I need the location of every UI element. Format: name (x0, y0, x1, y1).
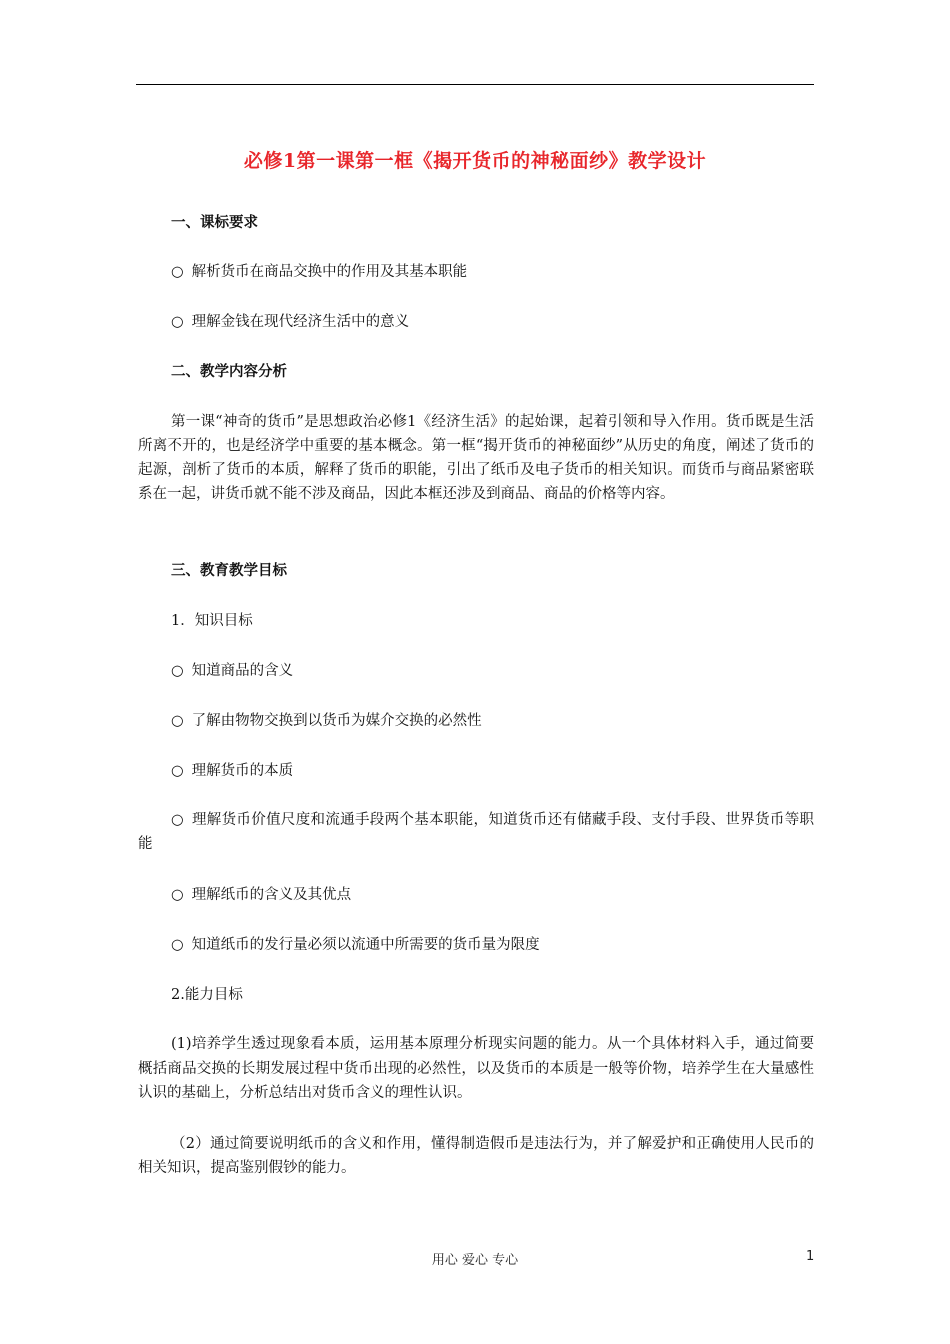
header-rule (136, 84, 814, 85)
list-item-text: 了解由物物交换到以货币为媒介交换的必然性 (191, 713, 482, 729)
footer-motto: 用心 爱心 专心 (431, 1253, 519, 1268)
paragraph-content-analysis: 第一课“神奇的货币”是思想政治必修1《经济生活》的起始课，起着引领和导入作用。货币既是生活所离不开的，也是经济学中重要的基本概念。第一框“揭开货币的神秘面纱”从历史的角度，阐述了货币的起源，剖析了货币的本质，解释了货币的职能，引出了纸币及电子货币的相关知识。而货币与商品紧密联系在一起，讲货币就不能不涉及商品，因此本框还涉及到商品、商品的价格等内容。 (138, 414, 814, 502)
list-item-text: 知道纸币的发行量必须以流通中所需要的货币量为限度 (191, 937, 540, 953)
subheading-ability-goals: 2.能力目标 (171, 987, 243, 1003)
circle-bullet-icon: ○ (171, 763, 184, 779)
list-item-text: 解析货币在商品交换中的作用及其基本职能 (191, 264, 468, 280)
circle-bullet-icon: ○ (171, 713, 184, 729)
subheading-knowledge-goals: 1．知识目标 (171, 613, 253, 629)
paragraph-ability-goal-2: （2）通过简要说明纸币的含义和作用，懂得制造假币是违法行为，并了解爱护和正确使用人民币的相关知识，提高鉴别假钞的能力。 (138, 1136, 814, 1176)
paragraph-ability-goal-1: (1)培养学生透过现象看本质，运用基本原理分析现实问题的能力。从一个具体材料入手，通过简要概括商品交换的长期发展过程中货币出现的必然性，以及货币的本质是一般等价物，培养学生在大量感性认识的基础上，分析总结出对货币含义的理性认识。 (138, 1036, 814, 1101)
list-item-text: 理解纸币的含义及其优点 (191, 887, 352, 903)
list-item (138, 808, 814, 856)
list-item-text: 理解货币价值尺度和流通手段两个基本职能，知道货币还有储藏手段、支付手段、世界货币等职能 (138, 812, 815, 852)
list-item-text: 知道商品的含义 (191, 663, 294, 679)
document-title: 必修1第一课第一框《揭开货币的神秘面纱》教学设计 (243, 150, 707, 172)
list-item-text: 理解货币的本质 (191, 763, 294, 779)
list-item (138, 310, 847, 334)
list-item (138, 759, 847, 783)
section-heading-content-analysis: 二、教学内容分析 (171, 363, 287, 380)
circle-bullet-icon: ○ (171, 314, 184, 330)
section-heading-objectives: 三、教育教学目标 (171, 562, 287, 579)
circle-bullet-icon: ○ (171, 663, 184, 679)
circle-bullet-icon: ○ (171, 264, 184, 280)
list-item-text: 理解金钱在现代经济生活中的意义 (191, 314, 410, 330)
list-item (138, 709, 847, 733)
list-item (138, 933, 847, 957)
circle-bullet-icon: ○ (171, 937, 184, 953)
list-item (138, 883, 847, 907)
page-number: 1 (806, 1249, 815, 1264)
list-item (138, 659, 847, 683)
list-item (138, 260, 847, 284)
section-heading-curriculum: 一、课标要求 (171, 214, 258, 231)
circle-bullet-icon: ○ (171, 812, 184, 828)
circle-bullet-icon: ○ (171, 887, 184, 903)
